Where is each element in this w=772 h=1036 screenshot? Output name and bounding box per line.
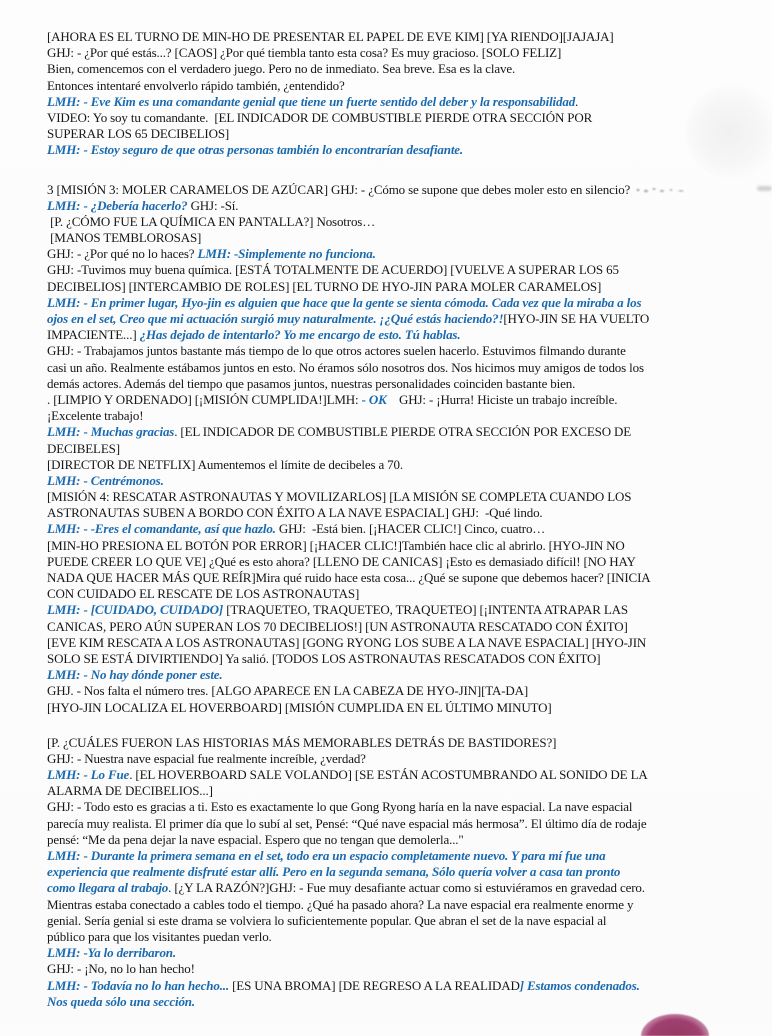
magenta-sticker-edge [641, 1014, 709, 1036]
text-segment: GHJ: - Trabajamos juntos bastante más tiempo de lo que otros actores suelen hacerlo. Estuvimos filmando durante [47, 343, 626, 359]
text-segment: Entonces intentaré envolverlo rápido también, ¿entendido? [47, 77, 345, 93]
text-segment: [P. ¿CUÁLES FUERON LAS HISTORIAS MÁS MEMORABLES DETRÁS DE BASTIDORES?] [47, 734, 557, 750]
text-line [47, 602, 749, 618]
text-line [47, 295, 749, 311]
text-line [47, 521, 749, 537]
text-line [47, 783, 749, 799]
text-line [47, 424, 749, 440]
text-segment: GHJ. - Nos falta el número tres. [ALGO APARECE EN LA CABEZA DE HYO-JIN][TA-DA] [47, 683, 529, 699]
text-line [47, 816, 749, 832]
text-line [47, 864, 749, 880]
text-line [47, 262, 749, 278]
text-line [47, 651, 749, 667]
lmh-speech-segment: LMH: - Centrémonos. [47, 472, 164, 488]
lmh-speech-segment: LMH: - ¿Debería hacerlo? [47, 197, 188, 213]
text-segment: público para que los visitantes puedan verlo. [47, 928, 272, 944]
paragraph-block-behind-the-scenes-section [47, 735, 749, 1010]
text-segment: [MISIÓN 4: RESCATAR ASTRONAUTAS Y MOVILIZARLOS] [LA MISIÓN SE COMPLETA CUANDO LOS [47, 489, 632, 505]
text-segment: SUPERAR LOS 65 DECIBELIOS] [47, 126, 230, 142]
text-line [47, 929, 749, 945]
text-segment: VIDEO: Yo soy tu comandante. [EL INDICADOR DE COMBUSTIBLE PIERDE OTRA SECCIÓN POR [47, 109, 593, 125]
text-line [47, 392, 749, 408]
lmh-speech-segment: LMH: - Todavía no lo han hecho... [47, 977, 230, 993]
text-segment: NADA QUE HACER MÁS QUE REÍR]Mira qué ruido hace esta cosa... ¿Qué se supone que debemos hacer? [INICIA [47, 570, 651, 585]
text-line [47, 198, 749, 214]
text-line [47, 343, 749, 359]
lmh-speech-segment: LMH: -Ya lo derribaron. [47, 945, 176, 961]
text-line [47, 327, 749, 343]
text-segment: GHJ: - ¿Por qué no lo haces? [47, 246, 198, 262]
text-segment: [MANOS TEMBLOROSAS] [47, 230, 202, 246]
text-segment: IMPACIENTE...] [47, 327, 140, 343]
text-line [47, 126, 749, 142]
text-line [47, 832, 749, 848]
text-segment: casi un año. Realmente estábamos juntos en esto. No éramos sólo nosotros dos. Nos hicimos muy amigos de todos los [47, 359, 644, 375]
text-segment: [HYO-JIN SE HA VUELTO [503, 311, 650, 326]
lmh-speech-segment: LMH: -Simplemente no funciona. [197, 246, 376, 262]
text-line [47, 457, 749, 473]
text-line [47, 505, 749, 521]
text-segment: GHJ: - Nuestra nave espacial fue realmente increíble, ¿verdad? [47, 750, 366, 766]
text-segment: GHJ: -Sí. [187, 197, 239, 213]
text-line [47, 945, 749, 961]
text-line [47, 570, 749, 586]
text-segment: [AHORA ES EL TURNO DE MIN-HO DE PRESENTAR EL PAPEL DE EVE KIM] [YA RIENDO][JAJAJA] [47, 29, 614, 44]
text-line [47, 110, 749, 126]
lmh-speech-segment: ¿Has dejado de intentarlo? Yo me encargo de esto. Tú hablas. [139, 327, 461, 343]
text-line [47, 142, 749, 158]
lmh-speech-segment: LMH: - Eve Kim es una comandante genial que tiene un fuerte sentido del deber y la responsabilidad [47, 93, 576, 109]
text-segment: GHJ: - ¿Por qué estás...? [CAOS] ¿Por qué tiembla tanto esta cosa? Es muy gracioso. [SOLO FELIZ] [47, 45, 562, 61]
text-segment: . [EL HOVERBOARD SALE VOLANDO] [SE ESTÁN ACOSTUMBRANDO AL SONIDO DE LA [129, 767, 648, 783]
text-segment: [ES UNA BROMA] [DE REGRESO A LA REALIDAD [229, 977, 520, 993]
text-segment: SOLO SE ESTÁ DIVIRTIENDO] Ya salió. [TODOS LOS ASTRONAUTAS RESCATADOS CON ÉXITO] [47, 650, 601, 666]
text-segment: . [575, 93, 579, 109]
text-line [47, 360, 749, 376]
text-line [47, 376, 749, 392]
text-segment: GHJ: - ¡No, no lo han hecho! [47, 961, 195, 977]
lmh-speech-segment: Nos queda sólo una sección. [47, 993, 195, 1009]
text-segment: DECIBELES] [47, 440, 120, 456]
lmh-speech-segment: - OK [361, 391, 387, 407]
text-segment: [DIRECTOR DE NETFLIX] Aumentemos el límite de decibeles a 70. [47, 456, 403, 472]
text-segment: [P. ¿CÓMO FUE LA QUÍMICA EN PANTALLA?] Nosotros… [47, 213, 376, 229]
lmh-speech-segment: ] Estamos condenados. [519, 977, 640, 993]
text-segment: demás actores. Además del tiempo que pasamos juntos, nuestras personalidades coinciden bastante bien. [47, 375, 576, 391]
text-segment: . [LIMPIO Y ORDENADO] [¡MISIÓN CUMPLIDA!]LMH: [47, 391, 362, 407]
lmh-speech-segment: LMH: - No hay dónde poner este. [47, 667, 223, 683]
text-line [47, 619, 749, 635]
text-line [47, 554, 749, 570]
text-segment: 3 [MISIÓN 3: MOLER CARAMELOS DE AZÚCAR] GHJ: - ¿Cómo se supone que debes moler esto en silencio? [47, 181, 631, 197]
text-segment: GHJ: - ¡Hurra! Hiciste un trabajo increíble. [386, 391, 618, 407]
text-segment: ASTRONAUTAS SUBEN A BORDO CON ÉXITO A LA NAVE ESPACIAL] GHJ: -Qué lindo. [47, 505, 543, 521]
text-line [47, 667, 749, 683]
text-line [47, 473, 749, 489]
text-line [47, 489, 749, 505]
lmh-speech-segment: LMH: - [CUIDADO, CUIDADO] [47, 602, 224, 618]
text-line [47, 994, 749, 1010]
lmh-speech-segment: LMH: - Lo Fue [47, 767, 130, 783]
text-line [47, 848, 749, 864]
text-line [47, 230, 749, 246]
text-line [47, 635, 749, 651]
lmh-speech-segment: LMH: - En primer lugar, Hyo-jin es alguien que hace que la gente se sienta cómoda. Cada vez que la miraba a los [47, 294, 642, 310]
text-line [47, 78, 749, 94]
text-segment: GHJ: -Tuvimos muy buena química. [ESTÁ TOTALMENTE DE ACUERDO] [VUELVE A SUPERAR LOS 65 [47, 262, 619, 278]
text-segment: [MIN-HO PRESIONA EL BOTÓN POR ERROR] [¡HACER CLIC!]También hace clic al abrirlo. [HYO-JIN NO [47, 537, 625, 553]
text-segment: ALARMA DE DECIBELIOS...] [47, 783, 213, 799]
transcript-text-body [47, 29, 749, 1010]
text-line [47, 700, 749, 716]
text-segment: parecía muy realista. El primer día que lo subí al set, Pensé: “Qué nave espacial más hermosa”. El último día de rodaje [47, 815, 647, 831]
text-segment: [EVE KIM RESCATA A LOS ASTRONAUTAS] [GONG RYONG LOS SUBE A LA NAVE ESPACIAL] [HYO-JIN [47, 634, 647, 650]
text-segment: Bien, comencemos con el verdadero juego. Pero no de inmediato. Sea breve. Esa es la clave. [47, 61, 516, 77]
text-line [47, 538, 749, 554]
text-segment: ¡Excelente trabajo! [47, 408, 144, 424]
lmh-speech-segment: experiencia que realmente disfruté estar allí. Pero en la segunda semana, Sólo quería volver a casa tan pronto [47, 864, 621, 880]
text-segment: PUEDE CREER LO QUE VE] ¿Qué es esto ahora? [LLENO DE CANICAS] ¡Esto es demasiado difícil! [NO HAY [47, 553, 636, 569]
text-line [47, 29, 749, 45]
text-segment: Mientras estaba conectado a cables todo el tiempo. ¿Qué ha pasado ahora? La nave espacial era realmente enorme y [47, 896, 634, 912]
paragraph-block-intro-section [47, 29, 749, 159]
lmh-speech-segment: LMH: - Muchas gracias [47, 424, 175, 440]
text-line [47, 61, 749, 77]
text-segment: . [EL INDICADOR DE COMBUSTIBLE PIERDE OTRA SECCIÓN POR EXCESO DE [174, 424, 632, 440]
text-segment: genial. Sería genial si este drama se volviera lo suficientemente popular. Que abran el set de la nave espacial al [47, 912, 607, 928]
lmh-speech-segment: LMH: - Estoy seguro de que otras personas también lo encontrarían desafiante. [47, 142, 464, 158]
text-line [47, 408, 749, 424]
text-line [47, 441, 749, 457]
lmh-speech-segment: LMH: - -Eres el comandante, así que hazlo. [47, 521, 276, 537]
text-line [47, 767, 749, 783]
text-line [47, 880, 749, 896]
text-line [47, 214, 749, 230]
text-segment: [HYO-JIN LOCALIZA EL HOVERBOARD] [MISIÓN CUMPLIDA EN EL ÚLTIMO MINUTO] [47, 699, 552, 715]
text-line [47, 182, 749, 198]
paragraph-block-mission-3-and-4-section [47, 182, 749, 716]
text-segment: [TRAQUETEO, TRAQUETEO, TRAQUETEO] [¡INTENTA ATRAPAR LAS [223, 602, 628, 618]
text-line [47, 683, 749, 699]
text-segment: GHJ: -Está bien. [¡HACER CLIC!] Cinco, cuatro… [275, 521, 546, 537]
text-segment: CANICAS, PERO AÚN SUPERAN LOS 70 DECIBELIOS!] [UN ASTRONAUTA RESCATADO CON ÉXITO] [47, 618, 628, 634]
lmh-speech-segment: como llegara al trabajo [47, 880, 169, 896]
text-line [47, 961, 749, 977]
text-segment: . [¿Y LA RAZÓN?]GHJ: - Fue muy desafiante actuar como si estuviéramos en gravedad cero. [168, 880, 645, 896]
text-line [47, 279, 749, 295]
text-segment: CON CUIDADO EL RESCATE DE LOS ASTRONAUTAS] [47, 586, 360, 602]
text-line [47, 751, 749, 767]
text-segment: GHJ: - Todo esto es gracias a ti. Esto es exactamente lo que Gong Ryong haría en la nave espacial. La nave espacial [47, 799, 633, 815]
lmh-speech-segment: ojos en el set, Creo que mi actuación surgió muy naturalmente. ¡¿Qué estás haciendo?! [47, 311, 504, 326]
text-line [47, 735, 749, 751]
text-line [47, 586, 749, 602]
text-line [47, 913, 749, 929]
text-line [47, 978, 749, 994]
text-line [47, 246, 749, 262]
text-line [47, 897, 749, 913]
text-line [47, 94, 749, 110]
text-line [47, 311, 749, 327]
edge-smudge-mark [757, 186, 772, 191]
text-segment: DECIBELIOS] [INTERCAMBIO DE ROLES] [EL TURNO DE HYO-JIN PARA MOLER CARAMELOS] [47, 278, 602, 294]
text-line [47, 799, 749, 815]
lmh-speech-segment: LMH: - Durante la primera semana en el set, todo era un espacio completamente nuevo. Y para mí fue una [47, 848, 606, 863]
illegible-ink-smudge [633, 185, 689, 195]
text-line [47, 45, 749, 61]
text-segment: pensé: “Me da pena dejar la nave espacial. Espero que no tengan que demolerla..." [47, 831, 464, 847]
